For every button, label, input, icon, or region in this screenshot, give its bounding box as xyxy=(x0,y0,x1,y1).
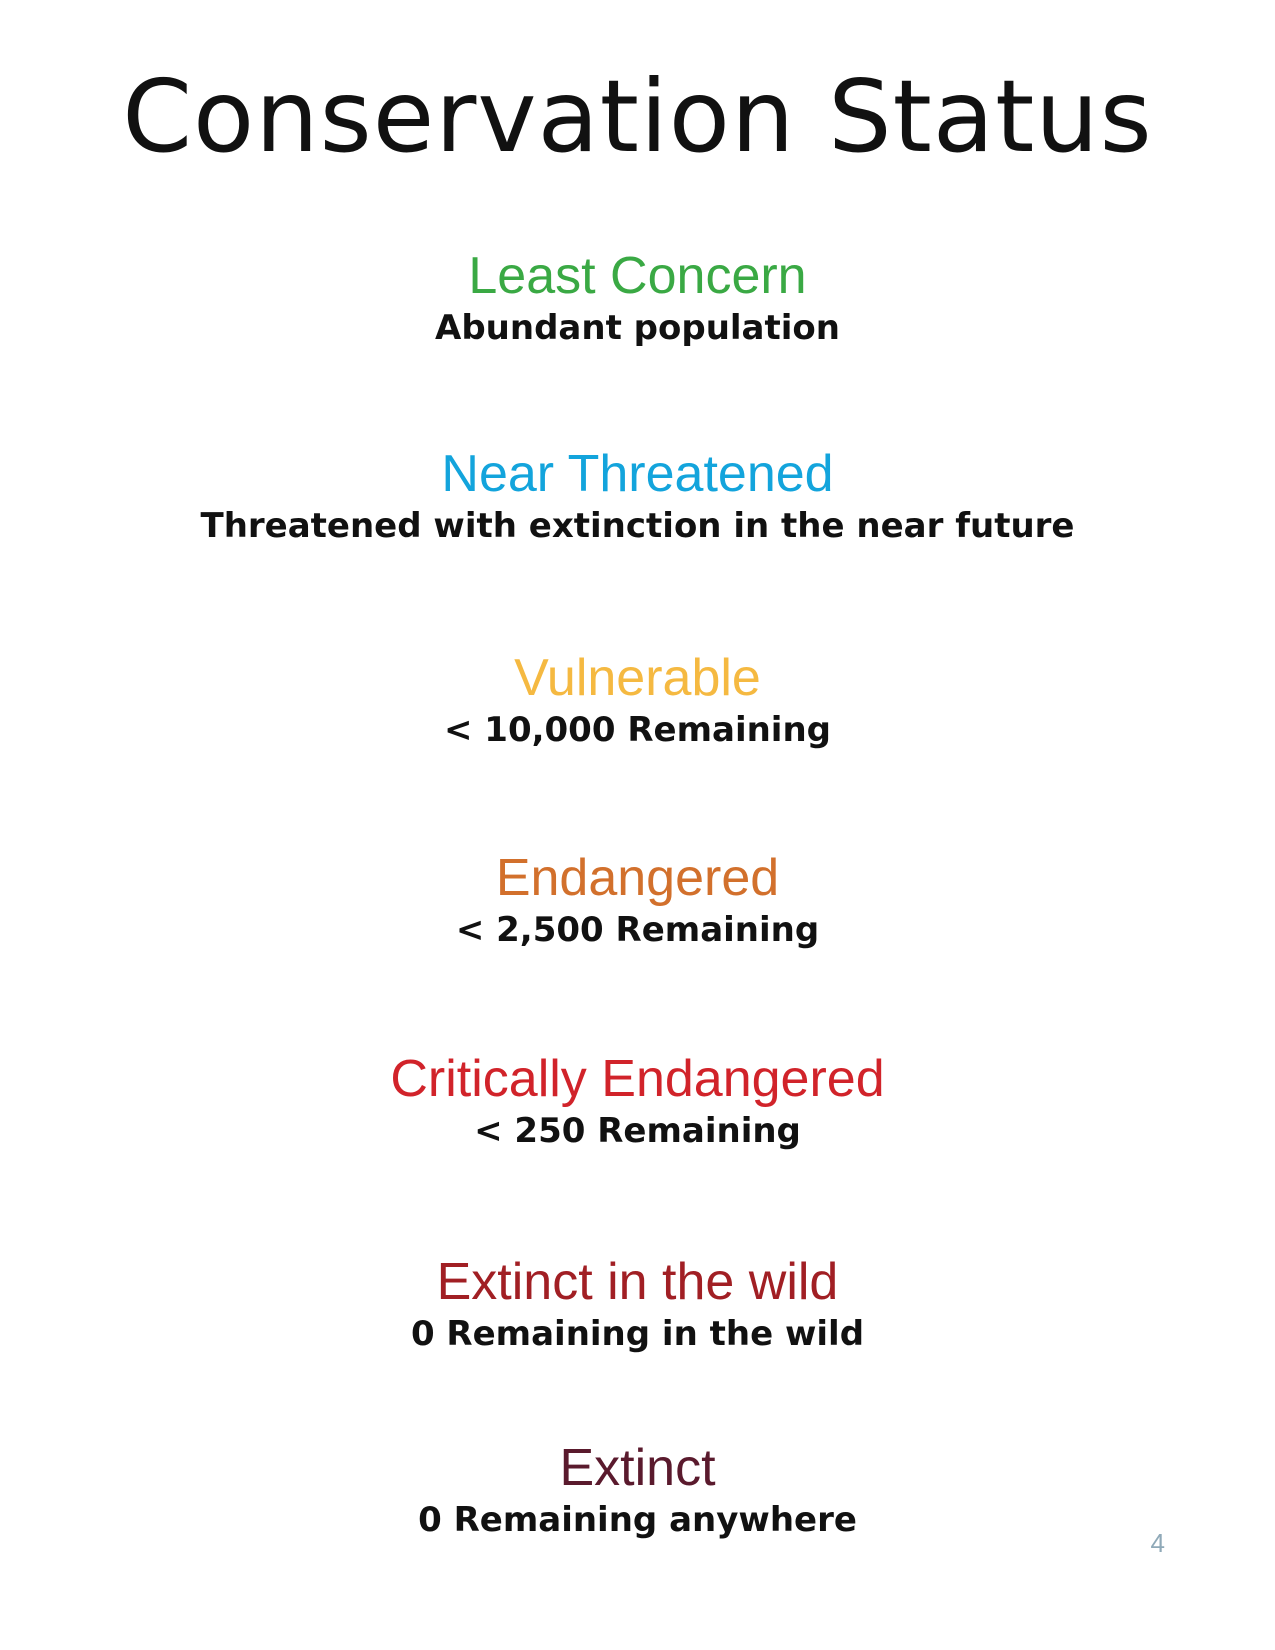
status-extinct xyxy=(0,1438,1275,1542)
status-name: Critically Endangered xyxy=(390,1050,885,1108)
status-description: < 10,000 Remaining xyxy=(443,710,832,750)
status-name: Endangered xyxy=(495,849,780,907)
status-description: Threatened with extinction in the near future xyxy=(200,506,1075,546)
status-name: Near Threatened xyxy=(441,445,834,503)
status-endangered xyxy=(0,848,1275,952)
status-critically-endangered xyxy=(0,1049,1275,1153)
status-vulnerable xyxy=(0,648,1275,752)
status-name: Extinct in the wild xyxy=(436,1253,839,1311)
status-description: < 250 Remaining xyxy=(474,1111,801,1151)
status-description: < 2,500 Remaining xyxy=(455,910,820,950)
page-number: 4 xyxy=(1150,1528,1165,1558)
status-name: Least Concern xyxy=(468,247,807,305)
status-near-threatened xyxy=(0,444,1275,548)
status-name: Extinct xyxy=(559,1439,716,1497)
status-description: 0 Remaining in the wild xyxy=(410,1314,865,1354)
status-description: Abundant population xyxy=(435,308,840,348)
status-name: Vulnerable xyxy=(514,649,761,707)
page-title: Conservation Status xyxy=(122,58,1153,175)
status-least-concern xyxy=(0,246,1275,350)
status-extinct-in-the-wild xyxy=(0,1252,1275,1356)
status-description: 0 Remaining anywhere xyxy=(418,1500,857,1540)
